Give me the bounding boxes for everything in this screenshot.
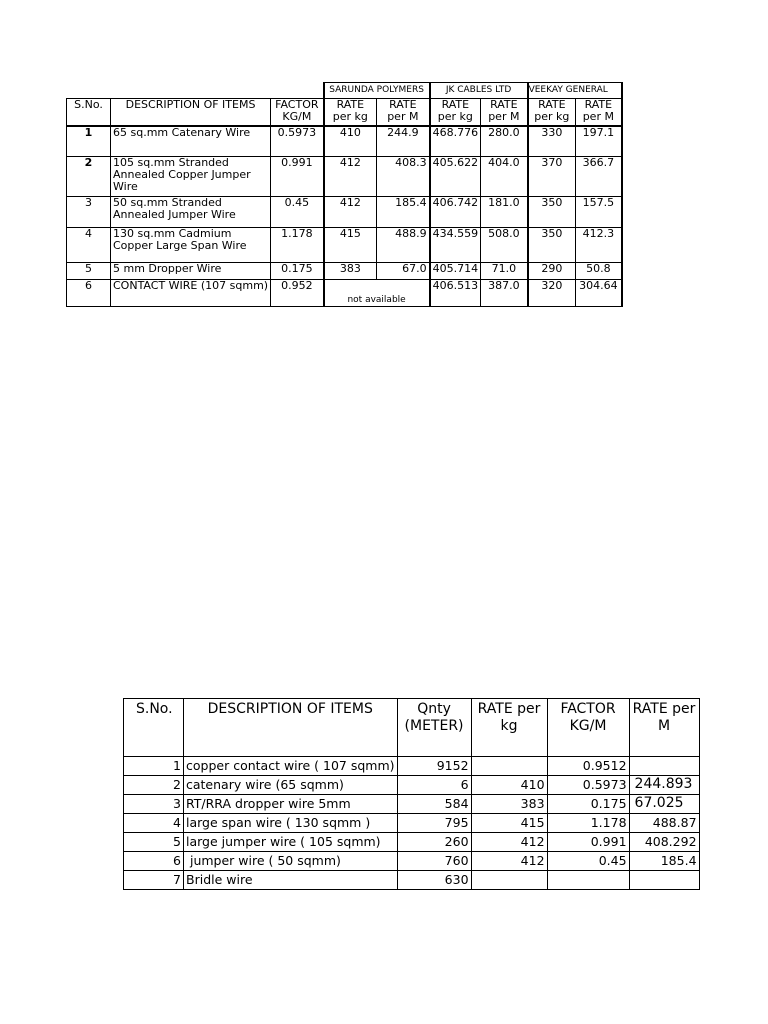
header-sarunda-rate-m: RATE per M xyxy=(377,99,430,127)
row-qnty: 260 xyxy=(397,833,471,852)
row-sno: 1 xyxy=(124,757,184,776)
row-description: 105 sq.mm Stranded Annealed Copper Jumper Wire xyxy=(111,156,271,196)
row-jk-rate-kg: 406.742 xyxy=(430,196,481,227)
supplier-sarunda: SARUNDA POLYMERS xyxy=(324,83,430,99)
row-jk-rate-kg: 405.714 xyxy=(430,262,481,279)
row-rate-m: 185.4 xyxy=(629,852,699,871)
table-row xyxy=(124,757,700,776)
supplier-header-row xyxy=(67,83,622,99)
row-sarunda-rate-kg: 412 xyxy=(324,156,377,196)
row-qnty: 630 xyxy=(397,871,471,890)
row-jk-rate-kg: 405.622 xyxy=(430,156,481,196)
row-sarunda-rate-kg: 410 xyxy=(324,126,377,156)
row-veekay-rate-kg: 320 xyxy=(528,279,576,306)
header-veekay-rate-kg: RATE per kg xyxy=(528,99,576,127)
row-factor: 1.178 xyxy=(271,227,324,262)
row-description: large jumper wire ( 105 sqmm) xyxy=(184,833,398,852)
table-row xyxy=(67,126,622,156)
row-sno: 1 xyxy=(67,126,111,156)
supplier-veekay: VEEKAY GENERAL xyxy=(528,83,622,99)
row-veekay-rate-m: 197.1 xyxy=(576,126,622,156)
row-description: large span wire ( 130 sqmm ) xyxy=(184,814,398,833)
table-row xyxy=(124,833,700,852)
row-veekay-rate-m: 157.5 xyxy=(576,196,622,227)
table-row xyxy=(124,814,700,833)
row-veekay-rate-m: 304.64 xyxy=(576,279,622,306)
row-sarunda-rate-kg: 415 xyxy=(324,227,377,262)
row-rate-kg: 383 xyxy=(471,795,547,814)
row-description: CONTACT WIRE (107 sqmm) xyxy=(111,279,271,306)
header-veekay-rate-m: RATE per M xyxy=(576,99,622,127)
sarunda-not-available-note: not available xyxy=(324,279,430,306)
row-factor: 0.45 xyxy=(547,852,629,871)
header-rate-m: RATE per M xyxy=(629,699,699,757)
row-description: RT/RRA dropper wire 5mm xyxy=(184,795,398,814)
row-qnty: 9152 xyxy=(397,757,471,776)
table-row xyxy=(124,871,700,890)
header-description: DESCRIPTION OF ITEMS xyxy=(111,99,271,127)
row-jk-rate-kg: 406.513 xyxy=(430,279,481,306)
row-sno: 4 xyxy=(124,814,184,833)
row-rate-kg: 415 xyxy=(471,814,547,833)
column-header-row xyxy=(124,699,700,757)
supplier-jk: JK CABLES LTD xyxy=(430,83,528,99)
row-jk-rate-m: 71.0 xyxy=(481,262,528,279)
row-rate-kg: 410 xyxy=(471,776,547,795)
header-qnty: Qnty (METER) xyxy=(397,699,471,757)
row-jk-rate-m: 508.0 xyxy=(481,227,528,262)
table-row xyxy=(124,776,700,795)
row-factor: 0.175 xyxy=(547,795,629,814)
table-row xyxy=(67,227,622,262)
row-veekay-rate-kg: 290 xyxy=(528,262,576,279)
row-rate-m xyxy=(629,871,699,890)
row-factor: 0.5973 xyxy=(547,776,629,795)
row-rate-kg xyxy=(471,757,547,776)
row-description: copper contact wire ( 107 sqmm) xyxy=(184,757,398,776)
row-sno: 5 xyxy=(67,262,111,279)
row-sarunda-rate-m: 244.9 xyxy=(377,126,430,156)
row-factor: 1.178 xyxy=(547,814,629,833)
row-sarunda-rate-m: 185.4 xyxy=(377,196,430,227)
row-sno: 4 xyxy=(67,227,111,262)
row-qnty: 760 xyxy=(397,852,471,871)
header-jk-rate-m: RATE per M xyxy=(481,99,528,127)
row-factor: 0.45 xyxy=(271,196,324,227)
row-sarunda-rate-kg: 412 xyxy=(324,196,377,227)
table-row xyxy=(124,852,700,871)
row-rate-kg: 412 xyxy=(471,833,547,852)
row-sno: 3 xyxy=(124,795,184,814)
row-description: jumper wire ( 50 sqmm) xyxy=(184,852,398,871)
table-row xyxy=(67,196,622,227)
row-veekay-rate-m: 366.7 xyxy=(576,156,622,196)
supplier-rate-comparison-table xyxy=(66,82,623,307)
row-factor: 0.991 xyxy=(271,156,324,196)
header-factor: FACTOR KG/M xyxy=(547,699,629,757)
row-description: 130 sq.mm Cadmium Copper Large Span Wire xyxy=(111,227,271,262)
row-jk-rate-m: 387.0 xyxy=(481,279,528,306)
row-veekay-rate-kg: 370 xyxy=(528,156,576,196)
row-factor: 0.9512 xyxy=(547,757,629,776)
header-sarunda-rate-kg: RATE per kg xyxy=(324,99,377,127)
row-factor: 0.5973 xyxy=(271,126,324,156)
row-jk-rate-m: 404.0 xyxy=(481,156,528,196)
header-description: DESCRIPTION OF ITEMS xyxy=(184,699,398,757)
row-rate-kg xyxy=(471,871,547,890)
row-veekay-rate-kg: 350 xyxy=(528,196,576,227)
row-qnty: 6 xyxy=(397,776,471,795)
row-veekay-rate-m: 412.3 xyxy=(576,227,622,262)
row-description: 5 mm Dropper Wire xyxy=(111,262,271,279)
header-jk-rate-kg: RATE per kg xyxy=(430,99,481,127)
row-rate-m xyxy=(629,757,699,776)
row-sarunda-rate-m: 488.9 xyxy=(377,227,430,262)
row-sarunda-rate-kg: 383 xyxy=(324,262,377,279)
header-rate-kg: RATE per kg xyxy=(471,699,547,757)
row-sno: 2 xyxy=(124,776,184,795)
row-rate-m: 67.025 xyxy=(629,795,699,814)
row-rate-m: 488.87 xyxy=(629,814,699,833)
quantity-rate-table xyxy=(123,698,700,890)
header-sno: S.No. xyxy=(67,99,111,127)
column-header-row xyxy=(67,99,622,127)
table-row xyxy=(67,262,622,279)
header-factor: FACTOR KG/M xyxy=(271,99,324,127)
row-jk-rate-m: 280.0 xyxy=(481,126,528,156)
row-sno: 5 xyxy=(124,833,184,852)
row-rate-m: 408.292 xyxy=(629,833,699,852)
row-sno: 7 xyxy=(124,871,184,890)
row-sarunda-rate-m: 67.0 xyxy=(377,262,430,279)
row-sno: 2 xyxy=(67,156,111,196)
row-factor xyxy=(547,871,629,890)
row-veekay-rate-m: 50.8 xyxy=(576,262,622,279)
row-sno: 3 xyxy=(67,196,111,227)
row-jk-rate-kg: 434.559 xyxy=(430,227,481,262)
row-description: Bridle wire xyxy=(184,871,398,890)
row-sno: 6 xyxy=(124,852,184,871)
row-qnty: 795 xyxy=(397,814,471,833)
row-veekay-rate-kg: 330 xyxy=(528,126,576,156)
row-description: catenary wire (65 sqmm) xyxy=(184,776,398,795)
table-row xyxy=(67,156,622,196)
row-rate-m: 244.893 xyxy=(629,776,699,795)
row-description: 65 sq.mm Catenary Wire xyxy=(111,126,271,156)
row-description: 50 sq.mm Stranded Annealed Jumper Wire xyxy=(111,196,271,227)
row-jk-rate-m: 181.0 xyxy=(481,196,528,227)
row-factor: 0.175 xyxy=(271,262,324,279)
table-row xyxy=(67,279,622,306)
row-qnty: 584 xyxy=(397,795,471,814)
row-sarunda-rate-m: 408.3 xyxy=(377,156,430,196)
row-rate-kg: 412 xyxy=(471,852,547,871)
table-row xyxy=(124,795,700,814)
row-veekay-rate-kg: 350 xyxy=(528,227,576,262)
row-sno: 6 xyxy=(67,279,111,306)
header-sno: S.No. xyxy=(124,699,184,757)
row-factor: 0.991 xyxy=(547,833,629,852)
row-jk-rate-kg: 468.776 xyxy=(430,126,481,156)
row-factor: 0.952 xyxy=(271,279,324,306)
